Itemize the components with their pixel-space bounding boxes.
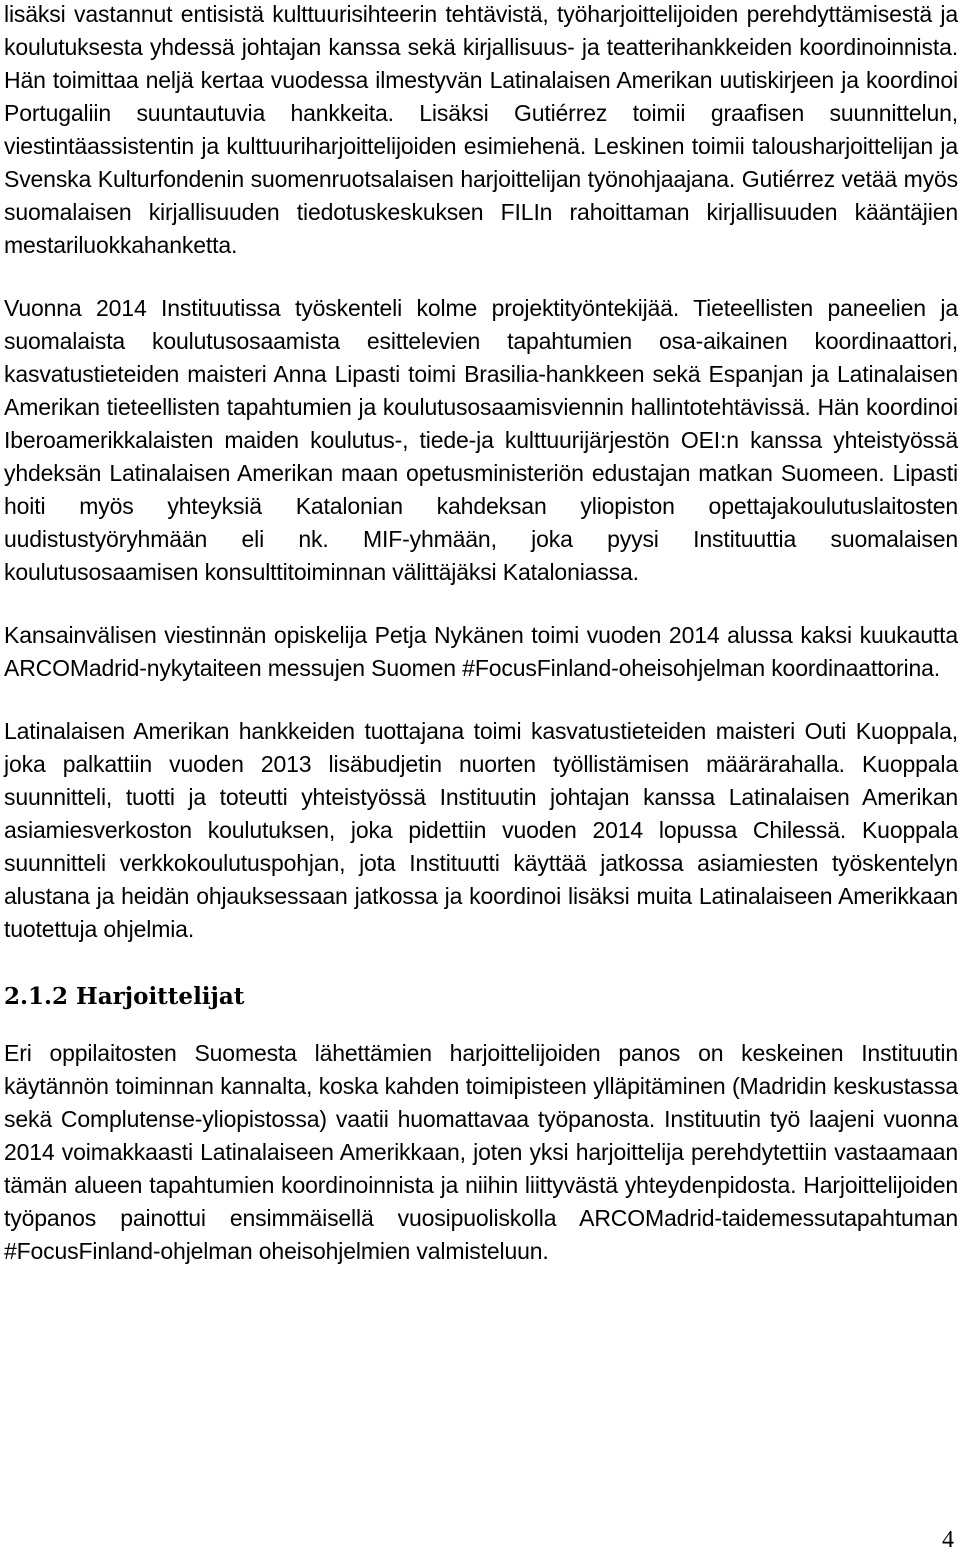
paragraph-3: Kansainvälisen viestinnän opiskelija Petja Nykänen toimi vuoden 2014 alussa kaksi kuukautta ARCOMadrid-nykytaiteen messujen Suomen #FocusFinland-oheisohjelman koordinaattorina. [4, 622, 958, 681]
paragraph-5: Eri oppilaitosten Suomesta lähettämien harjoittelijoiden panos on keskeinen Instituutin käytännön toiminnan kannalta, koska kahden toimipisteen ylläpitäminen (Madridin keskustassa sekä Complutense-yliopistossa) vaatii huomattavaa työpanosta. Instituutin työ laajeni vuonna 2014 voimakkaasti Latinalaiseen Amerikkaan, joten yksi harjoittelija perehdytettiin vastaamaan tämän alueen tapahtumien koordinoinnista ja niihin liittyvästä yhteydenpidosta. Harjoittelijoiden työpanos painottui ensimmäisellä vuosipuoliskolla ARCOMadrid-taidemessutapahtuman #FocusFinland-ohjelman oheisohjelmien valmisteluun. [4, 1040, 958, 1264]
paragraph-4: Latinalaisen Amerikan hankkeiden tuottajana toimi kasvatustieteiden maisteri Outi Kuoppala, joka palkattiin vuoden 2013 lisäbudjetin nuorten työllistämisen määrärahalla. Kuoppala suunnitteli, tuotti ja toteutti yhteistyössä Instituutin johtajan kanssa Latinalaisen Amerikan asiamiesverkoston koulutuksen, joka pidettiin vuoden 2014 lopussa Chilessä. Kuoppala suunnitteli verkkokoulutuspohjan, jota Instituutti käyttää jatkossa asiamiesten työskentelyn alustana ja heidän ohjauksessaan jatkossa ja koordinoi lisäksi muita Latinalaiseen Amerikkaan tuotettuja ohjelmia. [4, 718, 958, 942]
paragraph-1: lisäksi vastannut entisistä kulttuurisihteerin tehtävistä, työharjoittelijoiden perehdyttämisestä ja koulutuksesta yhdessä johtajan kanssa sekä kirjallisuus- ja teatterihankkeiden koordinoinnista. Hän toimittaa neljä kertaa vuodessa ilmestyvän Latinalaisen Amerikan uutiskirjeen ja koordinoi Portugaliin suuntautuvia hankkeita. Lisäksi Gutiérrez toimii graafisen suunnittelun, viestintäassistentin ja kulttuuriharjoittelijoiden esimiehenä. Leskinen toimii talousharjoittelijan ja Svenska Kulturfondenin suomenruotsalaisen harjoittelijan työnohjaajana. Gutiérrez vetää myös suomalaisen kirjallisuuden tiedotuskeskuksen FILIn rahoittaman kirjallisuuden kääntäjien mestariluokkahanketta. [4, 1, 958, 258]
page-number: 4 [942, 1527, 954, 1553]
paragraph-2: Vuonna 2014 Instituutissa työskenteli kolme projektityöntekijää. Tieteellisten paneelien ja suomalaista koulutusosaamista esittelevien tapahtumien osa-aikainen koordinaattori, kasvatustieteiden maisteri Anna Lipasti toimi Brasilia-hankkeen sekä Espanjan ja Latinalaisen Amerikan tieteellisten tapahtumien ja koulutusosaamisviennin hallintotehtävissä. Hän koordinoi Iberoamerikkalaisten maiden koulutus-, tiede-ja kulttuurijärjestön OEI:n kanssa yhteistyössä yhdeksän Latinalaisen Amerikan maan opetusministeriön edustajan matkan Suomeen. Lipasti hoiti myös yhteyksiä Katalonian kahdeksan yliopiston opettajakoulutuslaitosten uudistustyöryhmään eli nk. MIF-yhmään, joka pyysi Instituuttia suomalaisen koulutusosaamisen konsulttitoiminnan välittäjäksi Kataloniassa. [4, 295, 958, 585]
section-heading: 2.1.2 Harjoittelijat [4, 983, 245, 1010]
document-page [4, 0, 958, 1268]
